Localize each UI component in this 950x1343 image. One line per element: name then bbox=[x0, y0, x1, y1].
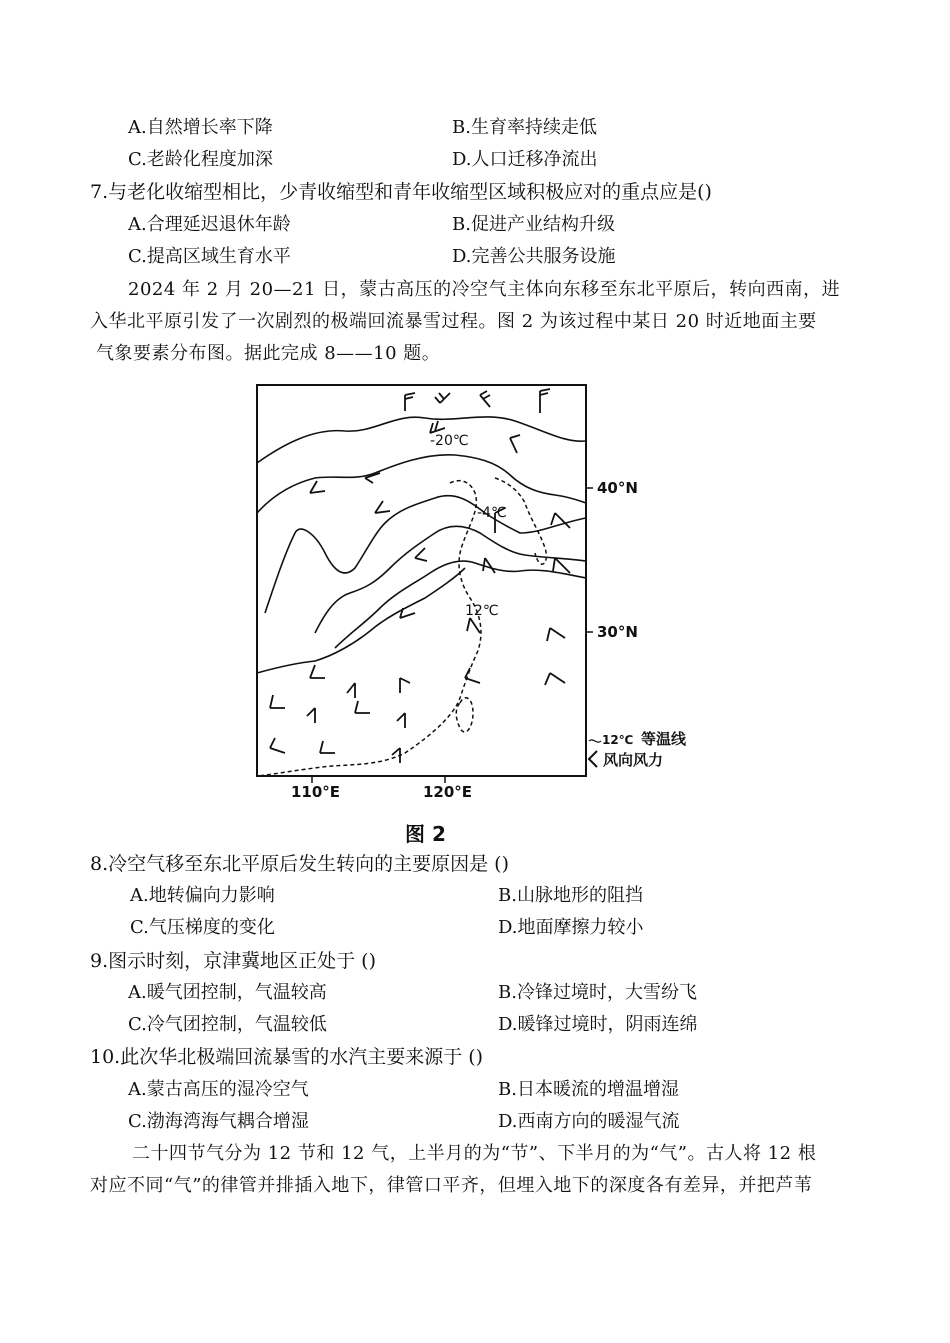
wind-barb bbox=[355, 701, 370, 713]
q8-option-d: D.地面摩擦力较小 bbox=[498, 917, 644, 938]
isotherm-line bbox=[257, 568, 465, 673]
wind-barb bbox=[540, 389, 550, 413]
isotherm-line bbox=[257, 455, 586, 513]
intro-line-2: 入华北平原引发了一次剧烈的极端回流暴雪过程。图 2 为该过程中某日 20 时近地面主要 bbox=[90, 311, 817, 332]
q10-option-c: C.渤海湾海气耦合增湿 bbox=[128, 1111, 309, 1132]
wind-barb bbox=[307, 708, 315, 723]
wind-barb bbox=[400, 678, 410, 693]
isotherm-label: -4℃ bbox=[477, 505, 507, 521]
q7-option-c: C.提高区域生育水平 bbox=[128, 246, 291, 267]
q10-option-b: B.日本暖流的增温增湿 bbox=[498, 1079, 679, 1100]
wind-barb bbox=[547, 628, 565, 641]
q6-option-a: A.自然增长率下降 bbox=[128, 117, 273, 138]
isotherm-line bbox=[265, 496, 586, 613]
legend-wind-label: 风向风力 bbox=[603, 751, 664, 769]
weather-map bbox=[255, 383, 715, 813]
q9-option-b: B.冷锋过境时，大雪纷飞 bbox=[498, 982, 697, 1003]
wind-barb bbox=[270, 738, 285, 753]
legend-wind-symbol bbox=[589, 751, 597, 767]
island-taiwan bbox=[456, 698, 473, 732]
wind-barb bbox=[405, 393, 415, 411]
wind-barb bbox=[270, 695, 285, 708]
outro-line-1: 二十四节气分为 12 节和 12 气，上半月的为“节”、下半月的为“气”。古人将 12 根 bbox=[132, 1143, 817, 1164]
wind-barb bbox=[553, 558, 570, 573]
isotherm-label: -20℃ bbox=[430, 433, 469, 449]
legend-isotherm-label: 等温线 bbox=[641, 730, 687, 748]
q8-option-a: A.地转偏向力影响 bbox=[130, 885, 275, 906]
q8-option-b: B.山脉地形的阻挡 bbox=[498, 885, 643, 906]
wind-barb bbox=[400, 608, 415, 618]
lat-label-40: 40°N bbox=[597, 479, 638, 497]
wind-barb bbox=[375, 501, 390, 513]
wind-barb bbox=[310, 665, 325, 678]
coastline-path bbox=[257, 481, 481, 776]
legend-isotherm-symbol bbox=[589, 740, 601, 742]
q7-option-a: A.合理延迟退休年龄 bbox=[128, 214, 291, 235]
q8-stem: 8.冷空气移至东北平原后发生转向的主要原因是 () bbox=[90, 853, 509, 875]
isotherms bbox=[257, 417, 586, 673]
intro-line-3: 气象要素分布图。据此完成 8——10 题。 bbox=[96, 343, 441, 364]
wind-barb bbox=[430, 421, 445, 433]
q9-stem: 9.图示时刻，京津冀地区正处于 () bbox=[90, 950, 376, 972]
wind-barb bbox=[397, 713, 405, 728]
lat-label-30: 30°N bbox=[597, 623, 638, 641]
q10-option-d: D.西南方向的暖湿气流 bbox=[498, 1111, 680, 1132]
wind-barb bbox=[510, 435, 520, 453]
wind-barbs bbox=[270, 389, 570, 763]
wind-barb bbox=[467, 618, 480, 633]
map-frame bbox=[257, 385, 586, 776]
q6-option-b: B.生育率持续走低 bbox=[452, 117, 597, 138]
q9-option-a: A.暖气团控制，气温较高 bbox=[128, 982, 327, 1003]
q9-option-c: C.冷气团控制，气温较低 bbox=[128, 1014, 327, 1035]
q7-option-b: B.促进产业结构升级 bbox=[452, 214, 615, 235]
q10-option-a: A.蒙古高压的湿冷空气 bbox=[128, 1079, 309, 1100]
wind-barb bbox=[545, 673, 565, 685]
lon-label-120: 120°E bbox=[423, 783, 473, 801]
wind-barb bbox=[465, 668, 480, 683]
intro-line-1: 2024 年 2 月 20—21 日，蒙古高压的冷空气主体向东移至东北平原后，转向西南，进 bbox=[128, 279, 841, 300]
lon-label-110: 110°E bbox=[291, 783, 341, 801]
q9-option-d: D.暖锋过境时，阴雨连绵 bbox=[498, 1014, 698, 1035]
wind-barb bbox=[347, 683, 355, 698]
q10-stem: 10.此次华北极端回流暴雪的水汽主要来源于 () bbox=[90, 1046, 484, 1068]
isotherm-label: 12℃ bbox=[465, 603, 499, 619]
wind-barb bbox=[310, 481, 325, 493]
figure-caption: 图 2 bbox=[405, 822, 446, 846]
q8-option-c: C.气压梯度的变化 bbox=[130, 917, 275, 938]
wind-barb bbox=[480, 391, 490, 407]
q6-option-d: D.人口迁移净流出 bbox=[452, 149, 598, 170]
coastline bbox=[257, 478, 546, 776]
isotherm-line bbox=[257, 417, 586, 463]
q6-option-c: C.老龄化程度加深 bbox=[128, 149, 273, 170]
wind-barb bbox=[320, 741, 335, 753]
wind-barb bbox=[415, 548, 427, 561]
legend-isotherm-sample: 12℃ bbox=[602, 733, 634, 747]
q7-stem: 7.与老化收缩型相比，少青收缩型和青年收缩型区域积极应对的重点应是() bbox=[90, 181, 712, 203]
wind-barb bbox=[435, 393, 450, 403]
outro-line-2: 对应不同“气”的律管并排插入地下，律管口平齐，但埋入地下的深度各有差异，并把芦苇 bbox=[90, 1175, 813, 1196]
q7-option-d: D.完善公共服务设施 bbox=[452, 246, 616, 267]
